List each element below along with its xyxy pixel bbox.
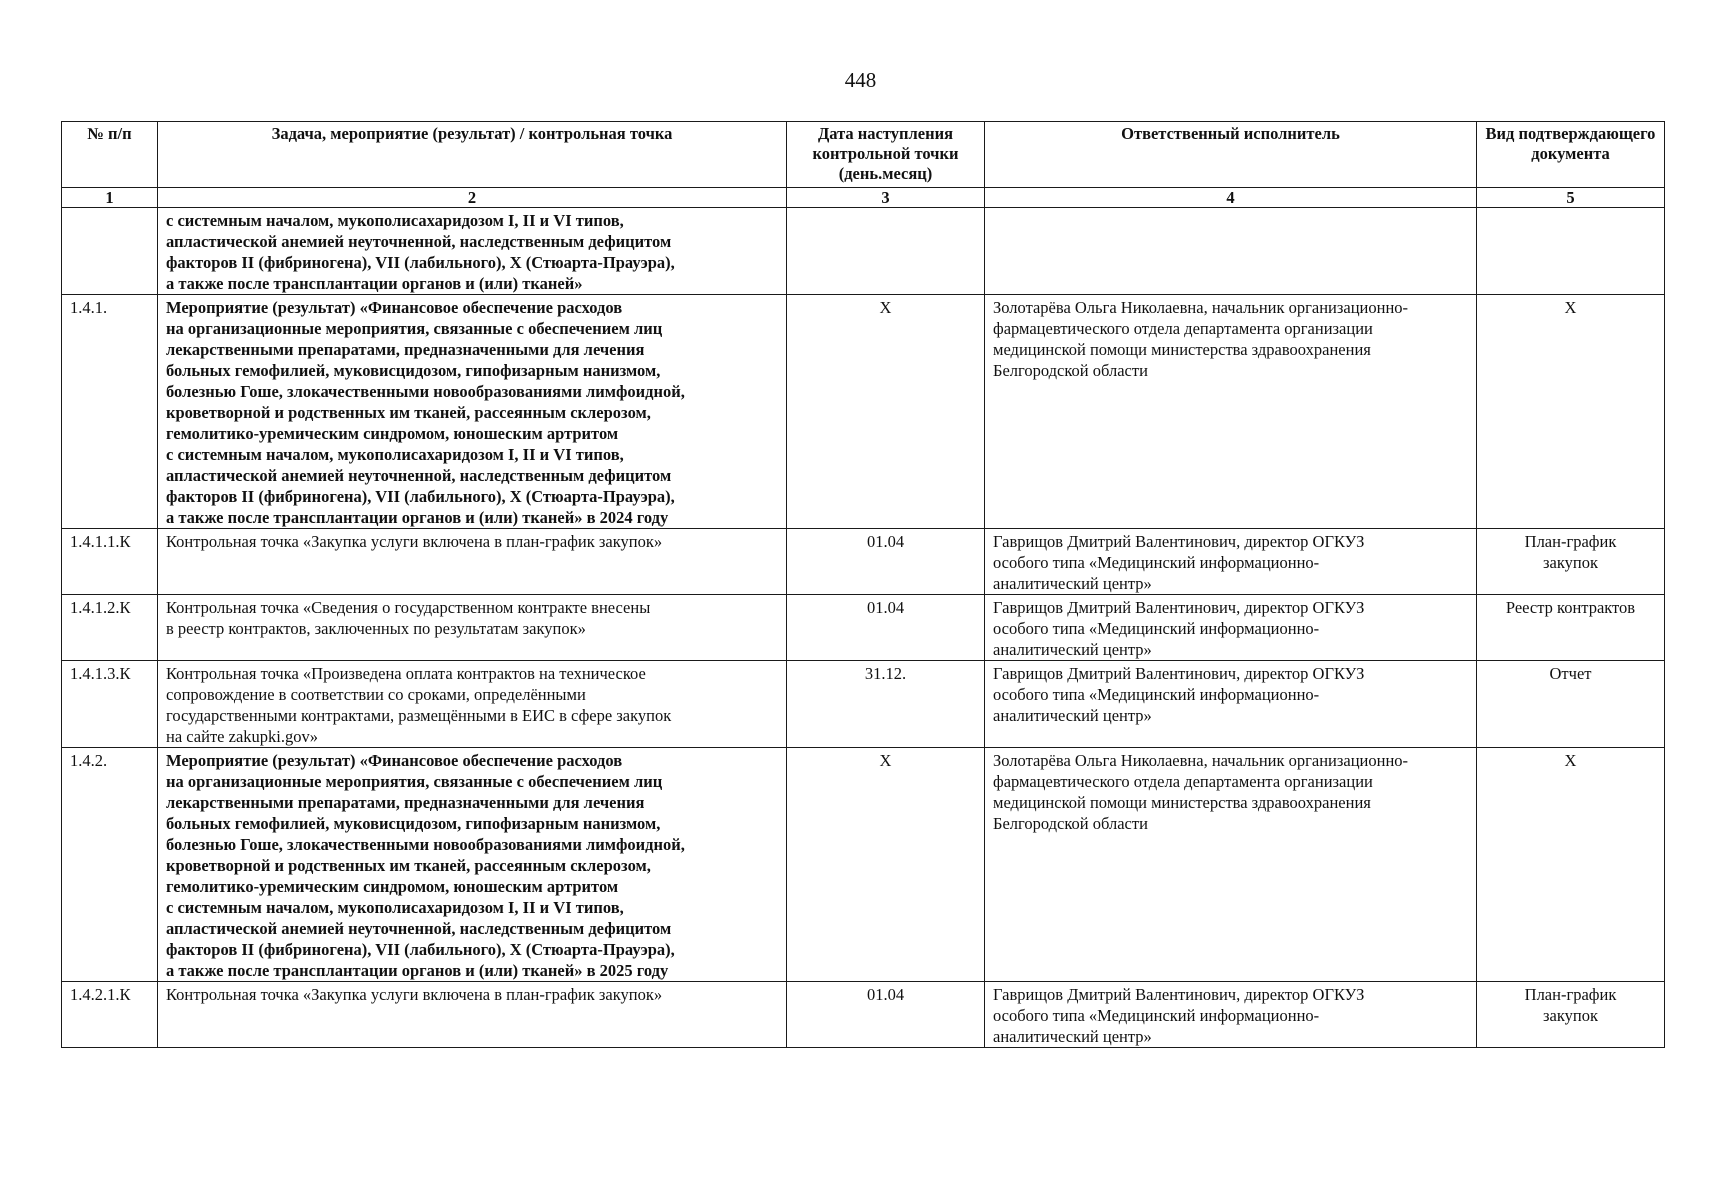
row-date: 01.04: [787, 595, 985, 661]
row-task: Мероприятие (результат) «Финансовое обеспечение расходов на организационные мероприятия, связанные с обеспечением лиц лекарственными препаратами, предназначенными для лечения больных гемофилией, муковисцидозом, гипофизарным нанизмом, болезнью Гоше, злокачественными новообразованиями лимфоидной, кроветворной и родственных им тканей, рассеянным склерозом, гемолитико-уремическим синдромом, юношеским артритом с системным началом, мукополисахаридозом I, II и VI типов, апластической анемией неуточненной, наследственным дефицитом факторов II (фибриногена), VII (лабильного), X (Стюарта-Прауэра), а также после трансплантации органов и (или) тканей» в 2025 году: [158, 748, 787, 982]
row-number: 1.4.1.1.К: [62, 529, 158, 595]
row-task: Контрольная точка «Произведена оплата контрактов на техническое сопровождение в соответствии со сроками, определёнными государственными контрактами, размещёнными в ЕИС в сфере закупок на сайте zakupki.gov»: [158, 661, 787, 748]
column-number: 4: [985, 188, 1477, 208]
table-row: [62, 295, 1665, 529]
row-date: X: [787, 748, 985, 982]
row-date: 01.04: [787, 982, 985, 1048]
column-number: 5: [1477, 188, 1665, 208]
row-task: Контрольная точка «Закупка услуги включена в план-график закупок»: [158, 529, 787, 595]
column-number: 2: [158, 188, 787, 208]
column-number: 1: [62, 188, 158, 208]
row-date: X: [787, 295, 985, 529]
row-task: Контрольная точка «Сведения о государственном контракте внесены в реестр контрактов, заключенных по результатам закупок»: [158, 595, 787, 661]
header-task: Задача, мероприятие (результат) / контрольная точка: [158, 122, 787, 188]
header-executor: Ответственный исполнитель: [985, 122, 1477, 188]
row-executor: Гаврищов Дмитрий Валентинович, директор ОГКУЗ особого типа «Медицинский информационно- аналитический центр»: [985, 529, 1477, 595]
row-number: 1.4.1.: [62, 295, 158, 529]
row-number: 1.4.2.1.К: [62, 982, 158, 1048]
row-number: [62, 208, 158, 295]
table-row: [62, 595, 1665, 661]
row-document: X: [1477, 295, 1665, 529]
row-executor: [985, 208, 1477, 295]
table-row: [62, 748, 1665, 982]
row-task: Мероприятие (результат) «Финансовое обеспечение расходов на организационные мероприятия, связанные с обеспечением лиц лекарственными препаратами, предназначенными для лечения больных гемофилией, муковисцидозом, гипофизарным нанизмом, болезнью Гоше, злокачественными новообразованиями лимфоидной, кроветворной и родственных им тканей, рассеянным склерозом, гемолитико-уремическим синдромом, юношеским артритом с системным началом, мукополисахаридозом I, II и VI типов, апластической анемией неуточненной, наследственным дефицитом факторов II (фибриногена), VII (лабильного), X (Стюарта-Прауэра), а также после трансплантации органов и (или) тканей» в 2024 году: [158, 295, 787, 529]
header-date: Дата наступления контрольной точки (день.месяц): [787, 122, 985, 188]
row-executor: Гаврищов Дмитрий Валентинович, директор ОГКУЗ особого типа «Медицинский информационно- аналитический центр»: [985, 661, 1477, 748]
row-task: Контрольная точка «Закупка услуги включена в план-график закупок»: [158, 982, 787, 1048]
table-row: [62, 982, 1665, 1048]
row-document: План-график закупок: [1477, 529, 1665, 595]
row-date: [787, 208, 985, 295]
row-document: [1477, 208, 1665, 295]
column-numbers-row: [62, 188, 1665, 208]
table-row: [62, 661, 1665, 748]
table-row: [62, 529, 1665, 595]
row-executor: Гаврищов Дмитрий Валентинович, директор ОГКУЗ особого типа «Медицинский информационно- аналитический центр»: [985, 982, 1477, 1048]
header-number: № п/п: [62, 122, 158, 188]
row-number: 1.4.1.3.К: [62, 661, 158, 748]
row-document: X: [1477, 748, 1665, 982]
row-document: Отчет: [1477, 661, 1665, 748]
row-date: 01.04: [787, 529, 985, 595]
row-executor: Золотарёва Ольга Николаевна, начальник организационно- фармацевтического отдела департамента организации медицинской помощи министерства здравоохранения Белгородской области: [985, 295, 1477, 529]
table-header-row: [62, 122, 1665, 188]
row-document: План-график закупок: [1477, 982, 1665, 1048]
row-date: 31.12.: [787, 661, 985, 748]
row-executor: Гаврищов Дмитрий Валентинович, директор ОГКУЗ особого типа «Медицинский информационно- аналитический центр»: [985, 595, 1477, 661]
header-document: Вид подтверждающего документа: [1477, 122, 1665, 188]
page-number: 448: [844, 68, 877, 92]
row-number: 1.4.1.2.К: [62, 595, 158, 661]
control-points-table: [61, 121, 1665, 1048]
row-task: с системным началом, мукополисахаридозом I, II и VI типов, апластической анемией неуточненной, наследственным дефицитом факторов II (фибриногена), VII (лабильного), X (Стюарта-Прауэра), а также после трансплантации органов и (или) тканей»: [158, 208, 787, 295]
column-number: 3: [787, 188, 985, 208]
row-number: 1.4.2.: [62, 748, 158, 982]
row-executor: Золотарёва Ольга Николаевна, начальник организационно- фармацевтического отдела департамента организации медицинской помощи министерства здравоохранения Белгородской области: [985, 748, 1477, 982]
row-document: Реестр контрактов: [1477, 595, 1665, 661]
table-row: [62, 208, 1665, 295]
